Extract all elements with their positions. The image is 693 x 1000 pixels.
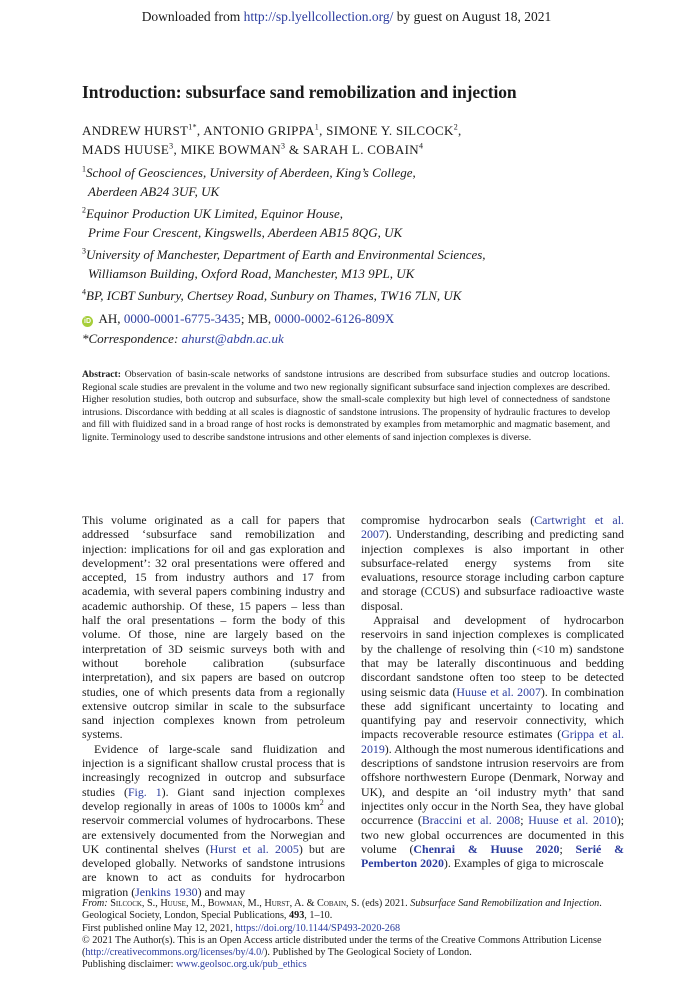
body-text: ; [559, 841, 576, 856]
author-name: & SARAH L. COBAIN [285, 142, 419, 157]
body-text: and reservoir commercial volumes of hydrocarbons. These are extensively documented from the Norwegian and UK continental shelves ( [82, 798, 345, 856]
citation-text: First published online May 12, 2021, [82, 922, 236, 934]
affiliation-text: Aberdeen AB24 3UF, UK [88, 183, 220, 199]
orcid-link-ah[interactable]: 0000-0001-6775-3435 [123, 311, 241, 326]
affiliation-number: 3 [82, 246, 86, 256]
publication-date-line [82, 923, 610, 935]
doi-link[interactable]: https://doi.org/10.1144/SP493-2020-268 [235, 922, 401, 934]
body-text: Appraisal and development of hydrocarbon reservoirs in sand injection complexes is complicated by the challenge of resolving thin (<10 m) sandstone that may be laterally discontinuous and bedding discordant sandstone often too steep to be detected using seismic data ( [361, 613, 624, 699]
body-text: ) but are developed globally. Networks of sandstone intrusions are known to act as conduits for hydrocarbon migration ( [82, 841, 345, 899]
correspondence [82, 331, 284, 347]
affiliation-line [82, 205, 402, 224]
reference-link-chenrai-2020[interactable]: Chenrai & Huuse 2020 [413, 841, 560, 856]
disclaimer-link[interactable]: www.geolsoc.org.uk/pub_ethics [175, 959, 307, 971]
author-name: , SIMONE Y. SILCOCK [319, 123, 454, 138]
abstract-text: Observation of basin-scale networks of sandstone intrusions are described from subsurface studies and outcrop locations. Regional scale studies are prevalent in the volume and two new regionally significant subsurface sand injection complexes are described. Higher resolution studies, both outcrop and subsurface, show the small-scale complexity but high level of connectedness of sandstone intrusions. Discordance with bedding at all scales is diagnostic of sandstone intrusions. The propensity of hydraulic fractures to develop and fill with fluidized sand in a broad range of host rocks is demonstrated by examples from metamorphic and magmatic basement, and lignite. Terminology used to describe sandstone intrusions and other elements of sand injection complexes is diverse. [82, 369, 610, 443]
affiliation-text: Equinor Production UK Limited, Equinor House, [86, 206, 343, 221]
citation-volume: 493 [289, 910, 305, 922]
citation-text: Publishing disclaimer: [82, 959, 176, 971]
reference-link-hurst-2005[interactable]: Hurst et al. 2005 [209, 841, 299, 856]
author-affiliation-marker: 4 [418, 141, 424, 151]
correspondence-email-link[interactable]: ahurst@abdn.ac.uk [181, 331, 284, 346]
orcid-author-mb: ; MB, [240, 311, 275, 326]
affiliation-1 [82, 164, 416, 201]
affiliation-2 [82, 205, 402, 242]
author-line-2 [82, 140, 462, 159]
author-list [82, 121, 462, 159]
abstract-label: Abstract: [82, 369, 121, 380]
reference-link-cartwright-2007[interactable]: Cartwright et al. 2007 [361, 513, 624, 542]
affiliation-text: School of Geosciences, University of Aberdeen, King’s College, [86, 165, 416, 180]
affiliation-text: Prime Four Crescent, Kingswells, Aberdeen AB15 8QG, UK [88, 224, 403, 240]
reference-link-serie-2020[interactable]: Serié & Pemberton 2020 [361, 841, 624, 871]
citation-footer [82, 898, 610, 972]
author-affiliation-marker: 3 [169, 141, 174, 151]
reference-link-huuse-2010[interactable]: Huuse et al. 2010 [528, 813, 617, 828]
author-affiliation-marker: 3 [281, 141, 286, 151]
author-line-1 [82, 121, 462, 140]
body-paragraph: This volume originated as a call for papers that addressed ‘subsurface sand remobilization and injection: implications for oil and gas exploration and development’: 32 oral presentations were offered and accepted, 15 from industry authors and 17 from academia, with several papers combining industry and academic authorship. Of these, 15 papers – less than half the oral presentations – form the body of this volume. Of those, nine are largely based on the interpretation of 3D seismic surveys both with and without borehole calibration (subsurface interpretation), and six papers are based on outcrop studies, one of which presents data from a regionally extensive outcrop similar in scale to the subsurface sand injection complexes known from petroleum systems. [82, 513, 345, 742]
author-name: MADS HUUSE [82, 142, 170, 157]
orcid-line [82, 311, 394, 327]
affiliation-number: 4 [82, 287, 86, 297]
citation-text: © 2021 The Author(s). This is an Open Access article distributed under the terms of the Creative Commons Attribution License ( [82, 934, 602, 959]
citation-editors: Silcock, S., Huuse, M., Bowman, M., Hurst, A. & Cobain, S. [110, 898, 360, 909]
affiliation-number: 2 [82, 205, 86, 215]
reference-link-grippa-2019[interactable]: Grippa et al. 2019 [361, 727, 624, 756]
reference-link-jenkins-1930[interactable]: Jenkins 1930 [135, 884, 198, 899]
download-notice [0, 9, 693, 25]
author-affiliation-marker: 2 [453, 122, 459, 132]
body-text: ). Giant sand injection complexes develop regionally in areas of 100s to 1000s km [82, 784, 345, 813]
author-name: , MIKE BOWMAN [173, 142, 282, 157]
affiliation-line [82, 164, 416, 183]
reference-link-braccini-2008[interactable]: Braccini et al. 2008 [421, 813, 521, 828]
citation-from-label: From: [82, 898, 111, 909]
author-name: , ANTONIO GRIPPA [196, 123, 315, 138]
affiliation-number: 1 [82, 164, 86, 174]
citation-text: , 1–10. [304, 910, 333, 922]
author-affiliation-marker: 1 [314, 122, 320, 132]
body-text: Evidence of large-scale sand fluidization and injection is a significant shallow crustal process that is increasingly recognized in outcrop and subsurface studies ( [82, 741, 345, 799]
affiliation-line [82, 246, 486, 265]
reference-link-huuse-2007[interactable]: Huuse et al. 2007 [456, 684, 541, 699]
lyell-collection-link[interactable]: http://sp.lyellcollection.org/ [243, 9, 394, 24]
body-text: ) and may [197, 884, 246, 899]
body-text: compromise hydrocarbon seals ( [361, 513, 535, 527]
orcid-link-mb[interactable]: 0000-0002-6126-809X [274, 311, 395, 326]
license-line [82, 935, 610, 960]
superscript: 2 [319, 797, 324, 807]
orcid-icon: iD [84, 318, 91, 325]
body-text: ); two new global occurrences are documented in this volume ( [361, 813, 624, 856]
body-text: ). In combination these add significant uncertainty to locating and quantifying pay and reservoir connectivity, which impacts recoverable resource estimates ( [361, 684, 625, 742]
affiliation-text: BP, ICBT Sunbury, Chertsey Road, Sunbury on Thames, TW16 7LN, UK [86, 288, 462, 303]
citation-text: (eds) 2021. [359, 898, 411, 909]
body-text: ). Understanding, describing and predicting sand injection complexes is also important in other subsurface-related energy systems from site evaluations, resource storage including carbon capture and storage (CCUS) and subsurface radioactive waste disposal. [361, 527, 624, 613]
disclaimer-line [82, 959, 610, 971]
citation-text: . Geological Society, London, Special Publications, [82, 898, 602, 922]
author-name: ANDREW HURST [82, 123, 189, 138]
download-notice-prefix: Downloaded from [141, 9, 244, 24]
article-title: Introduction: subsurface sand remobilization and injection [82, 82, 517, 102]
author-separator: , [458, 123, 462, 138]
body-text: ). Although the most numerous identifications and descriptions of sandstone intrusion reservoirs are from offshore northwestern Europe (Denmark, Norway and UK), and despite an ‘oil industry myth’ that sand injectites only occur in the North Sea, they have global occurrence ( [361, 741, 624, 828]
body-paragraph [82, 742, 345, 899]
body-paragraph [361, 613, 624, 870]
author-affiliation-marker: 1* [188, 122, 197, 132]
affiliation-text: Williamson Building, Oxford Road, Manchester, M13 9PL, UK [88, 265, 415, 281]
body-text: ; [520, 813, 529, 828]
body-paragraph [361, 513, 624, 613]
abstract [82, 369, 610, 444]
body-text: ). Examples of giga to microscale [443, 856, 604, 871]
figure-1-link[interactable]: Fig. 1 [127, 784, 162, 799]
license-link[interactable]: http://creativecommons.org/licenses/by/4.0/ [85, 947, 265, 959]
citation-line [82, 898, 610, 923]
citation-book-title: Subsurface Sand Remobilization and Injection [410, 898, 600, 909]
affiliation-3 [82, 246, 486, 283]
orcid-author-ah: AH, [96, 311, 124, 326]
affiliation-line [82, 287, 461, 306]
download-notice-suffix: by guest on August 18, 2021 [393, 9, 552, 24]
citation-text: ). Published by The Geological Society of London. [264, 947, 472, 959]
affiliation-4 [82, 287, 461, 306]
body-column-right [361, 513, 624, 870]
affiliation-text: University of Manchester, Department of Earth and Environmental Sciences, [86, 247, 486, 262]
body-column-left [82, 513, 345, 899]
correspondence-label: *Correspondence: [82, 331, 182, 346]
